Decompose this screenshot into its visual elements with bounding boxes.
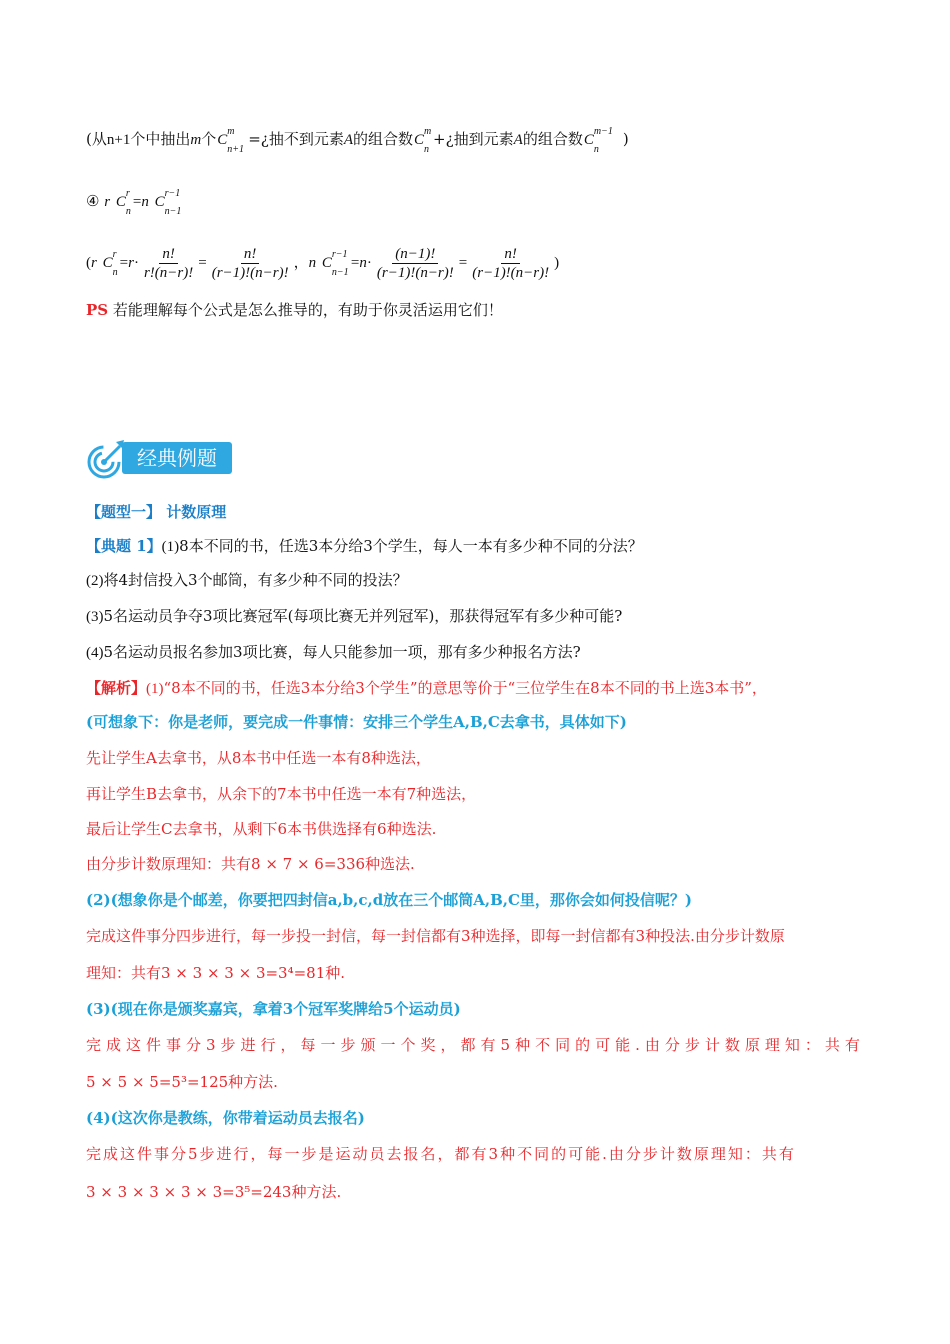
solution-s2-hint: (2)(想象你是个邮差，你要把四封信a,b,c,d放在三个邮筒A,B,C里，那你会如何投信呢？): [86, 891, 693, 909]
example-q3: (3)5名运动员争夺3项比赛冠军(每项比赛无并列冠军)，那获得冠军有多少种可能?: [86, 607, 623, 625]
comb-c-n1-m: C m n+1: [217, 126, 244, 155]
solution-s3-a: 完成这件事分3步进行，每一步颁一个奖，都有5种不同的可能.由分步计数原理知：共有: [86, 1036, 865, 1054]
ps-note: [86, 299, 890, 321]
example-q4: (4)5名运动员报名参加3项比赛，每人只能参加一项，那有多少种报名方法?: [86, 643, 581, 661]
solution-s1: 【解析】(1)“8本不同的书，任选3本分给3个学生”的意思等价于“三位学生在8本不同的书上选3本书”，: [86, 679, 767, 697]
comb-c-n-m-1: C m−1 n: [583, 126, 613, 155]
example-q1: 【典题 1】(1)8本不同的书，任选3本分给3个学生，每人一本有多少种不同的分法？: [86, 537, 643, 555]
solution-s3-b: 5 × 5 × 5=5³=125种方法.: [86, 1073, 278, 1091]
solution-s1-c: 最后让学生C去拿书，从剩下6本书供选择有6种选法.: [86, 820, 437, 838]
formula-pascal: (从n+1个中抽出m个C m n+1 =¿抽不到元素A的组合数C m n +¿抽到元素A的组合数C m−1 n ): [86, 126, 629, 155]
formula-derivation: (r C r n =r· $\frac{n!}{r!(n-r)!}$ = $\frac{n!}{(r-1)!(n-r)!}$ ，n C r−1 n−1 =n· $\frac{(n-1)!}{(r-1)!(n-r)!}$ = $\frac{n!}{(r-1)!(n-r)!}$ ): [86, 245, 560, 281]
solution-s1-hint: (可想象下：你是老师，要完成一件事情：安排三个学生A,B,C去拿书，具体如下): [86, 713, 627, 731]
solution-tag: 【解析】: [86, 679, 147, 697]
solution-s4-a: 完成这件事分5步进行，每一步是运动员去报名，都有3种不同的可能.由分步计数原理知：共有: [86, 1145, 796, 1163]
solution-s4-b: 3 × 3 × 3 × 3 × 3=3⁵=243种方法.: [86, 1183, 342, 1201]
ps-text: 若能理解每个公式是怎么推导的，有助于你灵活运用它们！: [108, 301, 503, 319]
ps-tag: PS: [86, 301, 109, 319]
solution-s2-b: 理知：共有3 × 3 × 3 × 3=3⁴=81种.: [86, 964, 346, 982]
solution-s4-hint: (4)(这次你是教练，你带着运动员去报名): [86, 1109, 365, 1127]
type-heading: 【题型一】 计数原理: [86, 503, 227, 521]
formula-identity: ④ r C r n =n C r−1 n−1: [86, 188, 182, 217]
section-badge: [86, 436, 236, 480]
solution-s2-a: 完成这件事分四步进行，每一步投一封信，每一封信都有3种选择，即每一封信都有3种投法.由分步计数原: [86, 927, 785, 945]
comb-c-n-m: C m n: [414, 126, 432, 155]
example-q2: (2)将4封信投入3个邮筒，有多少种不同的投法？: [86, 571, 408, 589]
var-n1: n+1: [106, 132, 131, 148]
section-title: 经典例题: [122, 442, 232, 474]
solution-s1-d: 由分步计数原理知：共有8 × 7 × 6=336种选法.: [86, 855, 415, 873]
solution-s3-hint: (3)(现在你是颁奖嘉宾，拿着3个冠军奖牌给5个运动员): [86, 1000, 461, 1018]
solution-s1-a: 先让学生A去拿书，从8本书中任选一本有8种选法，: [86, 749, 431, 767]
solution-s1-b: 再让学生B去拿书，从余下的7本书中任选一本有7种选法，: [86, 785, 477, 803]
